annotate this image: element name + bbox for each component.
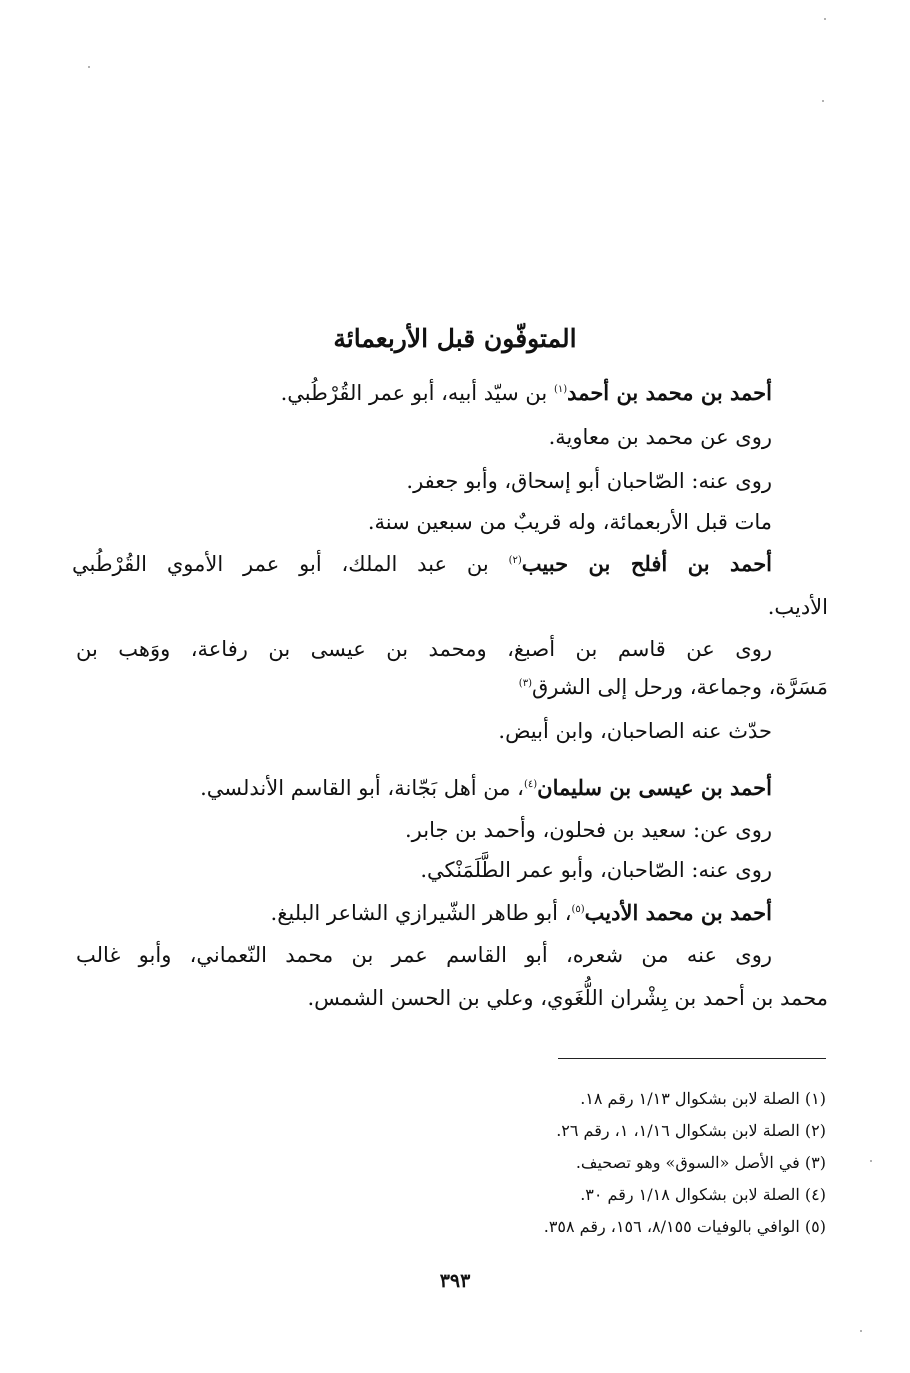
footnote-ref: (٣) [518, 678, 532, 689]
entry-description: بن سيّد أبيه، أبو عمر القُرْطُبي. [280, 381, 548, 405]
entry-description: ، من أهل بَجّانة، أبو القاسم الأندلسي. [200, 776, 524, 800]
page-number: ٣٩٣ [439, 1270, 471, 1292]
entry-name: أحمد بن أفلح بن حبيب [521, 551, 773, 576]
footnote-separator [558, 1058, 826, 1059]
footnote-ref: (٤) [523, 779, 538, 790]
footnote: (١) الصلة لابن بشكوال ١/١٣ رقم ١٨. [580, 1089, 826, 1108]
entry-heading-line [281, 378, 772, 408]
entry-heading-line [200, 773, 772, 803]
footnote-ref: (٥) [571, 904, 585, 915]
entry-name: أحمد بن محمد بن أحمد [567, 380, 772, 405]
footnote-ref: (١) [553, 384, 568, 395]
entry-text-line: حدّث عنه الصاحبان، وابن أبيض. [498, 719, 772, 743]
footnote: (٣) في الأصل «السوق» وهو تصحيف. [575, 1153, 826, 1172]
entry-text-line: محمد بن أحمد بن بِشْران اللُّغَوي، وعلي بن الحسن الشمس. [307, 986, 828, 1010]
entry-text-line: مات قبل الأربعمائة، وله قريبٌ من سبعين سنة. [367, 510, 772, 534]
scan-speck [870, 1160, 872, 1162]
footnote: (٤) الصلة لابن بشكوال ١/١٨ رقم ٣٠. [580, 1185, 826, 1204]
entry-description: ، أبو طاهر الشّيرازي الشاعر البليغ. [270, 901, 572, 925]
entry-description-continued: الأديب. [767, 595, 828, 619]
entry-text-line: روى عن محمد بن معاوية. [548, 425, 772, 449]
entry-name: أحمد بن عيسى بن سليمان [537, 775, 772, 800]
scan-speck [824, 18, 826, 20]
footnote: (٥) الوافي بالوفيات ٨/١٥٥، ١٥٦، رقم ٣٥٨. [543, 1217, 826, 1236]
entry-text-line: روى عنه: الصّاحبان، وأبو عمر الطَّلَمَنْكي. [420, 858, 772, 882]
entry-text-line: روى عن قاسم بن أصبغ، ومحمد بن عيسى بن رفاعة، ووَهب بن [76, 637, 772, 661]
entry-text: مَسَرَّة، وجماعة، ورحل إلى الشرق [531, 675, 828, 699]
entry-text-line: روى عن: سعيد بن فحلون، وأحمد بن جابر. [405, 818, 772, 842]
entry-text-line [519, 672, 828, 702]
entry-description: بن عبد الملك، أبو عمر الأموي القُرْطُبي [72, 552, 489, 576]
entry-heading-line [72, 549, 772, 579]
entry-text-line: روى عنه: الصّاحبان أبو إسحاق، وأبو جعفر. [406, 469, 772, 493]
footnote: (٢) الصلة لابن بشكوال ١/١٦، ١، رقم ٢٦. [556, 1121, 826, 1140]
entry-text-line: روى عنه من شعره، أبو القاسم عمر بن محمد النّعماني، وأبو غالب [76, 943, 772, 967]
footnote-ref: (٢) [508, 555, 522, 566]
entry-heading-line [271, 898, 772, 928]
scan-speck [860, 1330, 862, 1332]
scan-speck [822, 100, 824, 102]
entry-name: أحمد بن محمد الأديب [584, 900, 772, 925]
section-title: المتوفّون قبل الأربعمائة [333, 324, 577, 353]
scan-speck [88, 66, 90, 68]
